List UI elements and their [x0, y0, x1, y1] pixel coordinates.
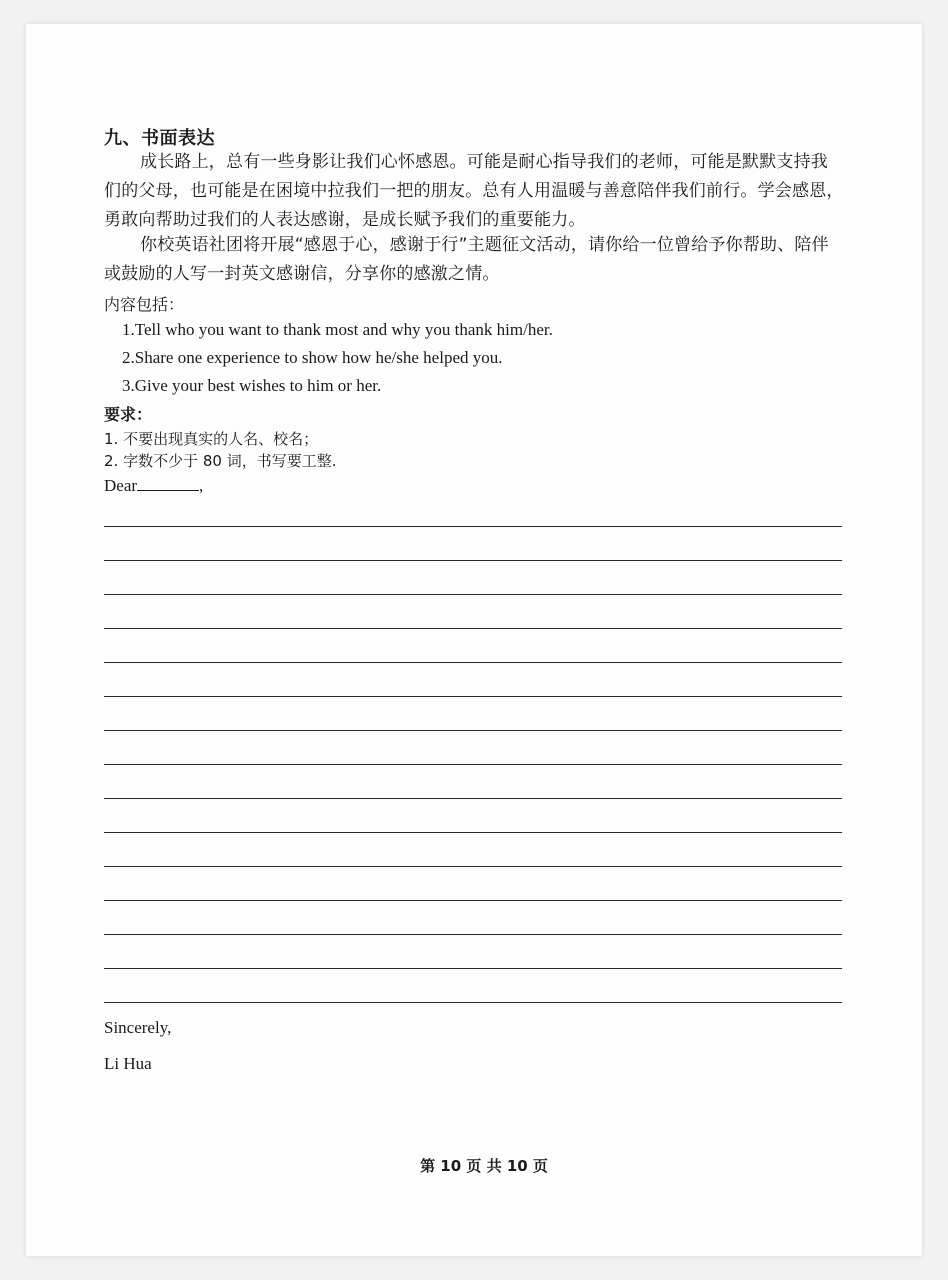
greeting-suffix: ,: [199, 476, 204, 495]
content-item: 2.Share one experience to show how he/she helped you.: [122, 348, 503, 367]
writing-line[interactable]: [104, 832, 842, 833]
recipient-blank[interactable]: [137, 476, 199, 491]
writing-line[interactable]: [104, 934, 842, 935]
writing-line[interactable]: [104, 696, 842, 697]
writing-line[interactable]: [104, 798, 842, 799]
requirements-heading: 要求：: [104, 405, 153, 424]
writing-line[interactable]: [104, 764, 842, 765]
letter-closing: Sincerely,: [104, 1018, 172, 1037]
writing-line[interactable]: [104, 628, 842, 629]
writing-line[interactable]: [104, 866, 842, 867]
greeting-prefix: Dear: [104, 476, 138, 495]
content-item: 1.Tell who you want to thank most and why you thank him/her.: [122, 320, 553, 339]
writing-line[interactable]: [104, 594, 842, 595]
intro-paragraph-1: 成长路上，总有一些身影让我们心怀感恩。可能是耐心指导我们的老师，可能是默默支持我们的父母，也可能是在困境中拉我们一把的朋友。总有人用温暖与善意陪伴我们前行。学会感恩，勇敢向帮助过我们的人表达感谢，是成长赋予我们的重要能力。: [104, 152, 844, 230]
content-item: 3.Give your best wishes to him or her.: [122, 376, 382, 395]
requirement-item: 1. 不要出现真实的人名、校名；: [104, 430, 319, 448]
writing-line[interactable]: [104, 526, 842, 527]
writing-line[interactable]: [104, 1002, 842, 1003]
writing-line[interactable]: [104, 968, 842, 969]
requirement-item: 2. 字数不少于 80 词，书写要工整.: [104, 452, 337, 470]
letter-greeting: [104, 476, 203, 496]
writing-line[interactable]: [104, 900, 842, 901]
writing-line[interactable]: [104, 560, 842, 561]
content-heading: 内容包括：: [104, 295, 185, 314]
writing-line[interactable]: [104, 730, 842, 731]
section-title: 九、书面表达: [104, 128, 215, 149]
writing-line[interactable]: [104, 662, 842, 663]
intro-paragraph-2: 你校英语社团将开展“感恩于心，感谢于行”主题征文活动，请你给一位曾给予你帮助、陪伴或鼓励的人写一封英文感谢信，分享你的感激之情。: [104, 235, 829, 284]
letter-signature: Li Hua: [104, 1054, 152, 1073]
page-number: 第 10 页 共 10 页: [420, 1157, 548, 1175]
